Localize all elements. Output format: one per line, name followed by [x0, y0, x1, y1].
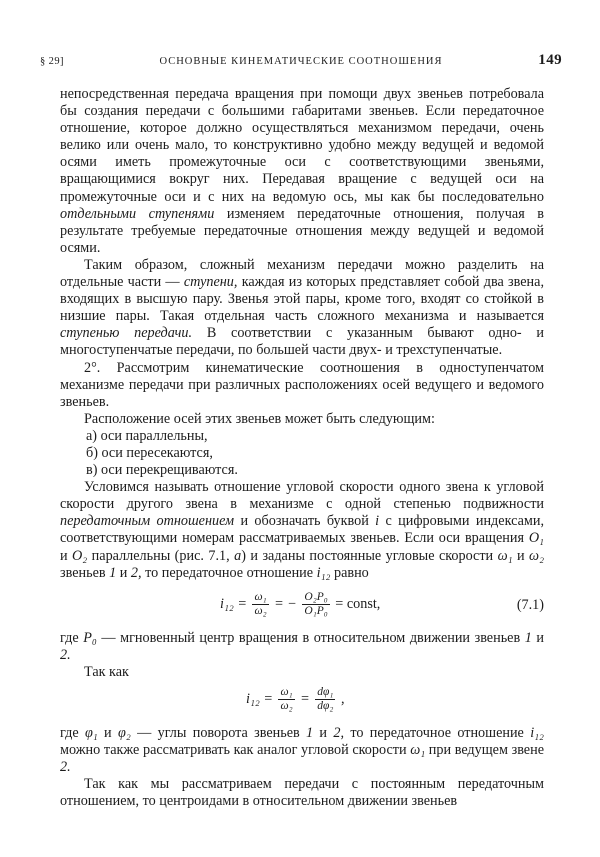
fraction: $\frac{\text{ω₁}}{\text{ω₂}}$: [280, 686, 293, 712]
list-item: в) оси перекрещиваются.: [86, 462, 238, 479]
paragraph-3: 2°. Рассмотрим кинематические соотношения в одноступенчатом механизме передачи при различных расположениях осей ведущего и ведомого звеньев.: [60, 359, 544, 410]
fraction: $\frac{\text{dφ₁}}{\text{dφ₂}}$: [317, 686, 334, 712]
paragraph-5: Условимся называть отношение угловой скорости одного звена к угловой скорости другого звена в механизме с одной степенью подвижности передаточным отношением и обозначать буквой i с цифровыми индексами, соответствующими номерам рассматриваемых звеньев. Если оси вращения O₁ и O₂ параллельны (рис. 7.1, а) и заданы постоянные угловые скорости ω₁ и ω₂ звеньев 1 и 2, то передаточное отношение i₁₂ равно: [60, 479, 544, 581]
term-steps: ступени,: [183, 274, 238, 291]
paragraph-4: Расположение осей этих звеньев может быть следующим:: [84, 410, 435, 427]
list-item: б) оси пересекаются,: [86, 444, 213, 461]
paragraph-9: Так как мы рассматриваем передачи с постоянным передаточным отношением, то центроидами в относительном движении звеньев: [60, 776, 544, 810]
page-body: [60, 86, 544, 810]
fraction: $\frac{\text{O₂P₀}}{\text{O₁P₀}}$: [304, 590, 328, 617]
term-gear-ratio: передаточным отношением: [60, 513, 235, 530]
term-transmission-step: ступенью передачи.: [60, 325, 193, 342]
paragraph-8: где φ₁ и φ₂ — углы поворота звеньев 1 и 2, то передаточное отношение i₁₂ можно также рассматривать как аналог угловой скорости ω₁ при ведущем звене 2.: [60, 725, 544, 776]
section-mark: § 29]: [40, 56, 64, 67]
paragraph-1: непосредственная передача вращения при помощи двух звеньев потребовала бы создания передачи с большими габаритами звеньев. Если передаточное отношение, которое должно осуществляться механизмом передачи, очень велико или очень мало, то конструктивно удобно между ведущей и ведомой осями иметь промежуточные оси с соответствующими звеньями, вращающимися вокруг них. Передавая вращение с ведущей оси на промежуточные оси и с них на ведомую ось, мы как бы последовательно отдельными ступенями изменяем передаточные отношения, получая в результате требуемые передаточные отношения между ведущей и ведомой осями.: [60, 86, 544, 256]
equation-number: (7.1): [516, 596, 544, 613]
paragraph-2: Таким образом, сложный механизм передачи можно разделить на отдельные части — ступени, каждая из которых представляет собой два звена, входящих в высшую пару. Звенья этой пары, кроме того, входят со стойкой в низшие пары. Такая отдельная часть сложного механизма и называется ступенью передачи. В соответствии с указанным бывают одно- и многоступенчатые передачи, по большей части двух- и трехступенчатые.: [60, 256, 545, 359]
page-number: 149: [538, 52, 562, 68]
term-stages: отдельными ступенями: [60, 205, 215, 222]
list-item: а) оси параллельны,: [86, 427, 208, 444]
paragraph-7: Так как: [84, 663, 129, 680]
chapter-title: ОСНОВНЫЕ КИНЕМАТИЧЕСКИЕ СООТНОШЕНИЯ: [159, 56, 443, 67]
formula-7-1: i₁₂ = $\frac{\text{ω₁}}{\text{ω₂}}$ = − $\frac{\text{O₂P₀}}{\text{O₁P₀}}$ = const, (7.1): [220, 590, 544, 617]
formula-ratio-angles: i₁₂ = $\frac{\text{ω₁}}{\text{ω₂}}$ = $\frac{\text{dφ₁}}{\text{dφ₂}}$ ,: [246, 686, 345, 712]
paragraph-6: где P₀ — мгновенный центр вращения в относительном движении звеньев 1 и 2.: [60, 629, 544, 663]
running-header: [40, 52, 562, 72]
fraction: $\frac{\text{ω₁}}{\text{ω₂}}$: [254, 590, 267, 617]
